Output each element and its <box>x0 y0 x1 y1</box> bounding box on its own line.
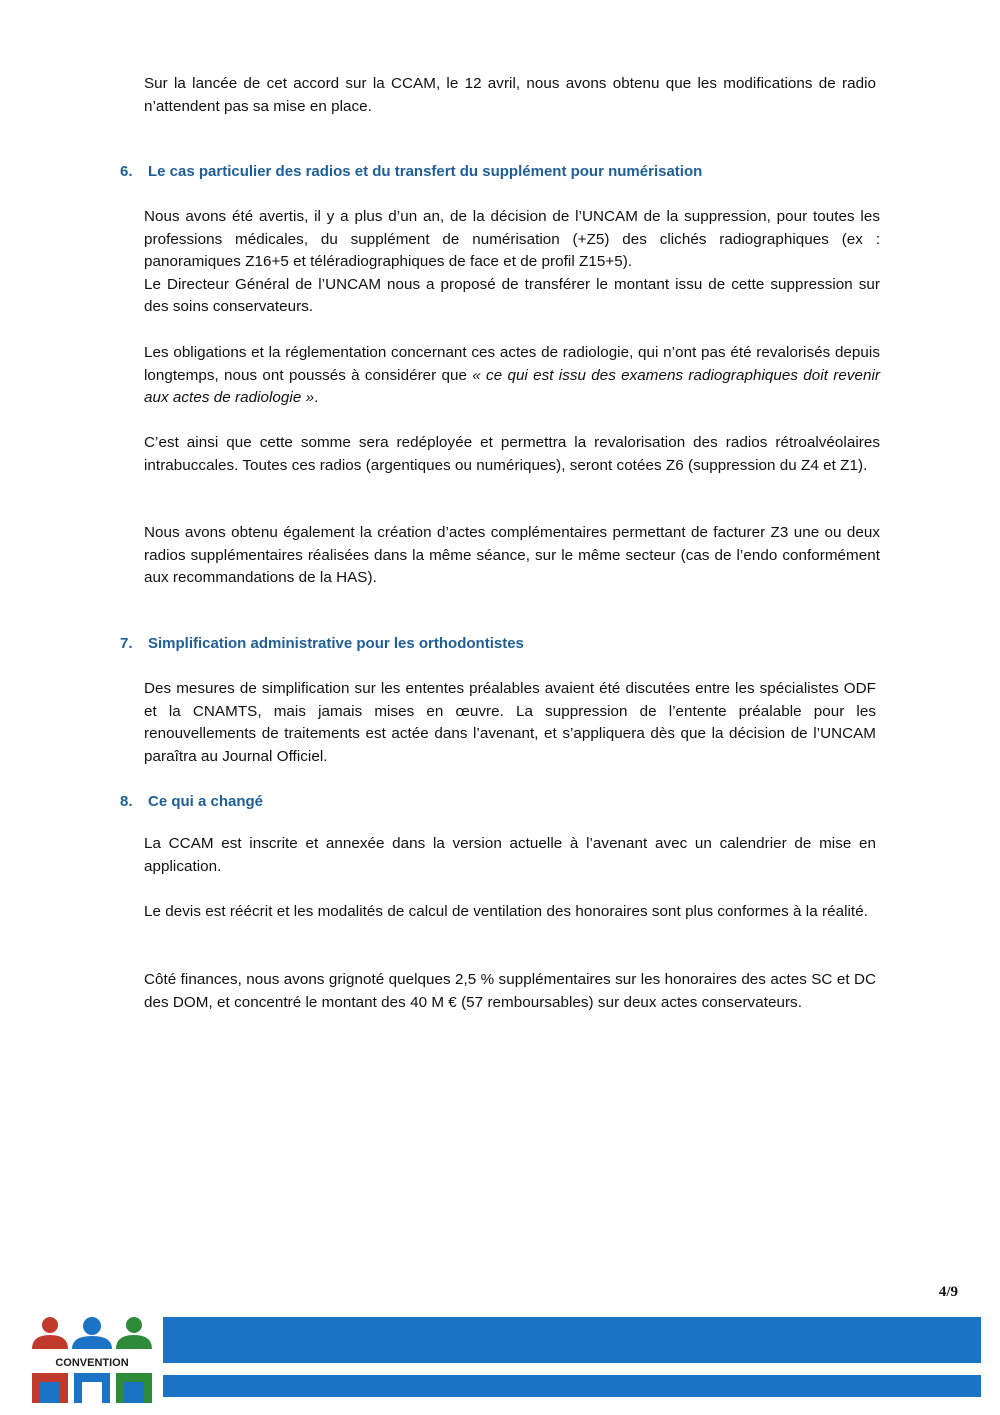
logo-gap-blue <box>82 1382 102 1403</box>
logo-figure-red-head <box>42 1317 58 1333</box>
logo-figure-green-head <box>126 1317 142 1333</box>
section-6-quote: « ce qui est issu des examens radiographiques doit revenir aux actes de radiologie » <box>144 366 881 407</box>
section-8-title: Ce qui a changé <box>148 793 264 810</box>
intro-paragraph: Sur la lancée de cet accord sur la CCAM, le 12 avril, nous avons obtenu que les modifications de radio n’attendent pas sa mise en place. <box>144 75 876 115</box>
section-7-paragraph-1: Des mesures de simplification sur les ententes préalables avaient été discutées entre les spécialistes ODF et la CNAMTS, mais jamais mises en œuvre. La suppression de l’entente préalable pour les renouvellements de traitements est actée dans l’avenant, et s’appliquera dès que la décision de l’UNCAM paraîtra au Journal Officiel. <box>144 680 876 765</box>
section-6-paragraph-2: Le Directeur Général de l’UNCAM nous a proposé de transférer le montant issu de cette suppression sur des soins conservateurs. <box>144 275 880 316</box>
section-6-paragraph-5: Nous avons obtenu également la création d’actes complémentaires permettant de facturer Z3 une ou deux radios supplémentaires réalisées dans la même séance, sur le même secteur (cas de l’endo conformément aux recommandations de la HAS). <box>144 524 880 587</box>
section-6-paragraph-3 <box>144 342 880 410</box>
footer-band-bottom <box>163 1375 981 1397</box>
footer-band-top <box>163 1317 981 1363</box>
section-6-title: Le cas particulier des radios et du transfert du supplément pour numérisation <box>148 163 703 180</box>
logo-figure-red-body <box>32 1335 68 1349</box>
section-6-heading <box>120 161 702 183</box>
section-8-paragraph-1: La CCAM est inscrite et annexée dans la version actuelle à l’avenant avec un calendrier de mise en application. <box>144 835 876 875</box>
logo-text: CONVENTION <box>55 1357 129 1369</box>
logo-figure-green-body <box>116 1335 152 1349</box>
logo-figure-blue-head <box>83 1317 101 1335</box>
page-number: 4/9 <box>938 1284 958 1300</box>
logo-figure-blue-body <box>72 1336 112 1349</box>
section-6-paragraph-1: Nous avons été avertis, il y a plus d’un an, de la décision de l’UNCAM de la suppression, pour toutes les professions médicales, du supplément de numérisation (+Z5) des clichés radiographiques (ex : panoramiques Z16+5 et téléradiographiques de face et de profil Z15+5). <box>144 208 880 271</box>
logo-gap-green <box>124 1382 144 1403</box>
convention-logo <box>30 1316 160 1415</box>
section-6-paragraph-4: C’est ainsi que cette somme sera redéployée et permettra la revalorisation des radios rétroalvéolaires intrabuccales. Toutes ces radios (argentiques ou numériques), seront cotées Z6 (suppression du Z4 et Z1). <box>144 434 880 474</box>
section-8-paragraph-2: Le devis est réécrit et les modalités de calcul de ventilation des honoraires sont plus conformes à la réalité. <box>144 903 868 920</box>
section-8-heading <box>120 791 263 813</box>
section-6-paragraph-3-text: Les obligations et la réglementation concernant ces actes de radiologie, qui n’ont pas été revalorisés depuis longtemps, nous ont poussés à considérer que <box>144 344 880 384</box>
logo-gap-red <box>40 1382 60 1403</box>
section-7-number: 7. <box>120 635 133 652</box>
section-8-paragraph-3: Côté finances, nous avons grignoté quelques 2,5 % supplémentaires sur les honoraires des actes SC et DC des DOM, et concentré le montant des 40 M € (57 remboursables) sur deux actes conservateurs. <box>144 971 876 1011</box>
section-6-paragraph-3-end: . <box>314 389 319 407</box>
section-7-heading <box>120 633 524 655</box>
section-6-number: 6. <box>120 163 133 180</box>
section-6-block-1 <box>144 206 880 319</box>
section-8-number: 8. <box>120 793 133 810</box>
section-7-title: Simplification administrative pour les orthodontistes <box>148 635 524 652</box>
